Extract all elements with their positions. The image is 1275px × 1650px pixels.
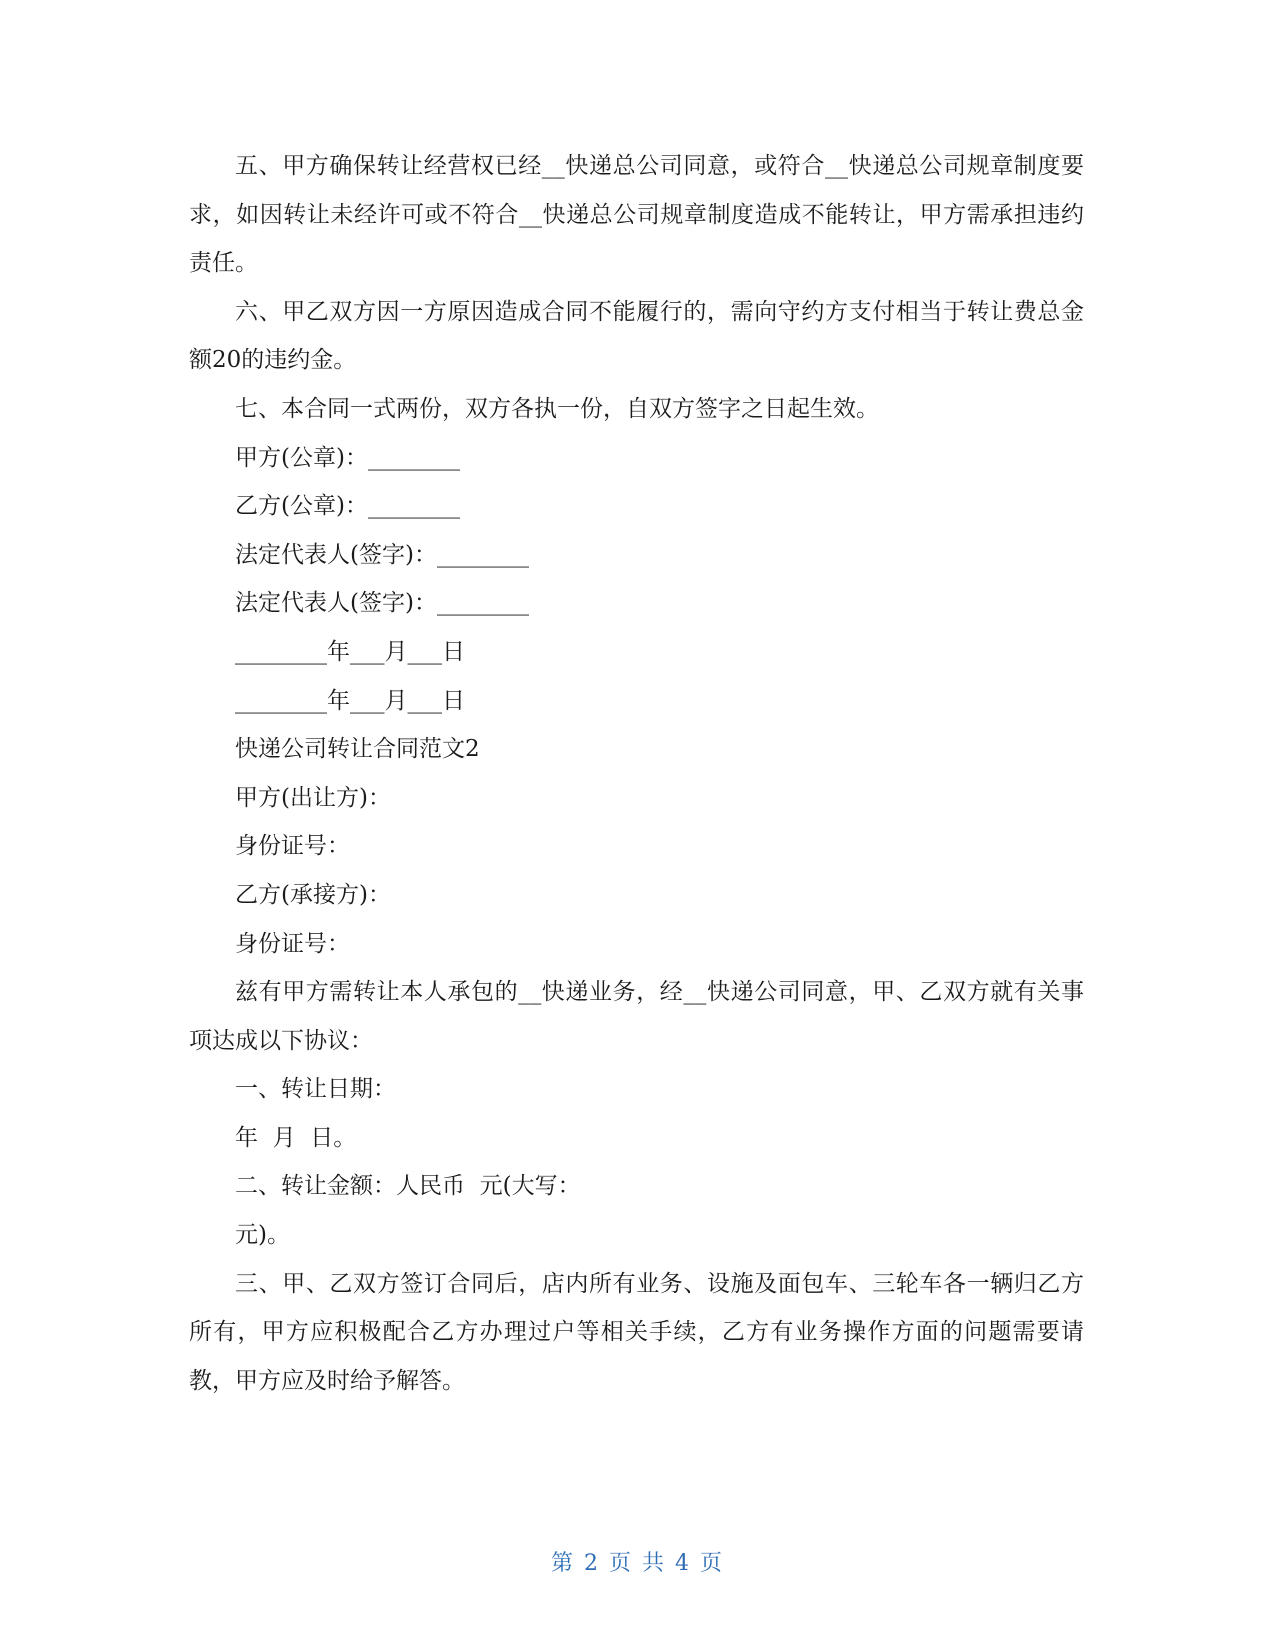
- date-line: ________年___月___日: [235, 638, 465, 665]
- party-b-seal-line: 乙方(公章)：________: [235, 493, 460, 520]
- clause-7-paragraph: 七、本合同一式两份，双方各执一份，自双方签字之日起生效。: [235, 395, 879, 422]
- transfer-date-value: 年 月 日。: [235, 1124, 357, 1151]
- transfer-amount-line: 二、转让金额：人民币 元(大写：: [235, 1173, 581, 1200]
- party-a-seal-line: 甲方(公章)：________: [235, 444, 460, 471]
- transfer-amount-continuation: 元)。: [235, 1222, 290, 1249]
- clause-5-paragraph: 五、甲方确保转让经营权已经__快递总公司同意，或符合__快递总公司规章制度要求，如因转让未经许可或不符合__快递总公司规章制度造成不能转让，甲方需承担违约责任。: [189, 153, 1084, 277]
- id-number-line: 身份证号：: [235, 930, 350, 957]
- document-body: [189, 142, 1084, 1405]
- transferee-line: 乙方(承接方)：: [235, 881, 391, 908]
- section-heading: 快递公司转让合同范文2: [235, 736, 480, 763]
- preamble-paragraph: 兹有甲方需转让本人承包的__快递业务，经__快递公司同意，甲、乙双方就有关事项达成以下协议：: [189, 979, 1084, 1054]
- page-number-indicator: 第 2 页 共 4 页: [551, 1551, 724, 1576]
- legal-rep-signature-line: 法定代表人(签字)：________: [235, 590, 529, 617]
- transferor-line: 甲方(出让方)：: [235, 784, 391, 811]
- clause-6-paragraph: 六、甲乙双方因一方原因造成合同不能履行的，需向守约方支付相当于转让费总金额20的违约金。: [189, 298, 1084, 374]
- date-line: ________年___月___日: [235, 687, 465, 714]
- legal-rep-signature-line: 法定代表人(签字)：________: [235, 541, 529, 568]
- clause-3-paragraph: 三、甲、乙双方签订合同后，店内所有业务、设施及面包车、三轮车各一辆归乙方所有，甲方应积极配合乙方办理过户等相关手续，乙方有业务操作方面的问题需要请教，甲方应及时给予解答。: [189, 1270, 1084, 1394]
- page-footer: [0, 1546, 1275, 1577]
- transfer-date-heading: 一、转让日期：: [235, 1076, 396, 1103]
- id-number-line: 身份证号：: [235, 833, 350, 860]
